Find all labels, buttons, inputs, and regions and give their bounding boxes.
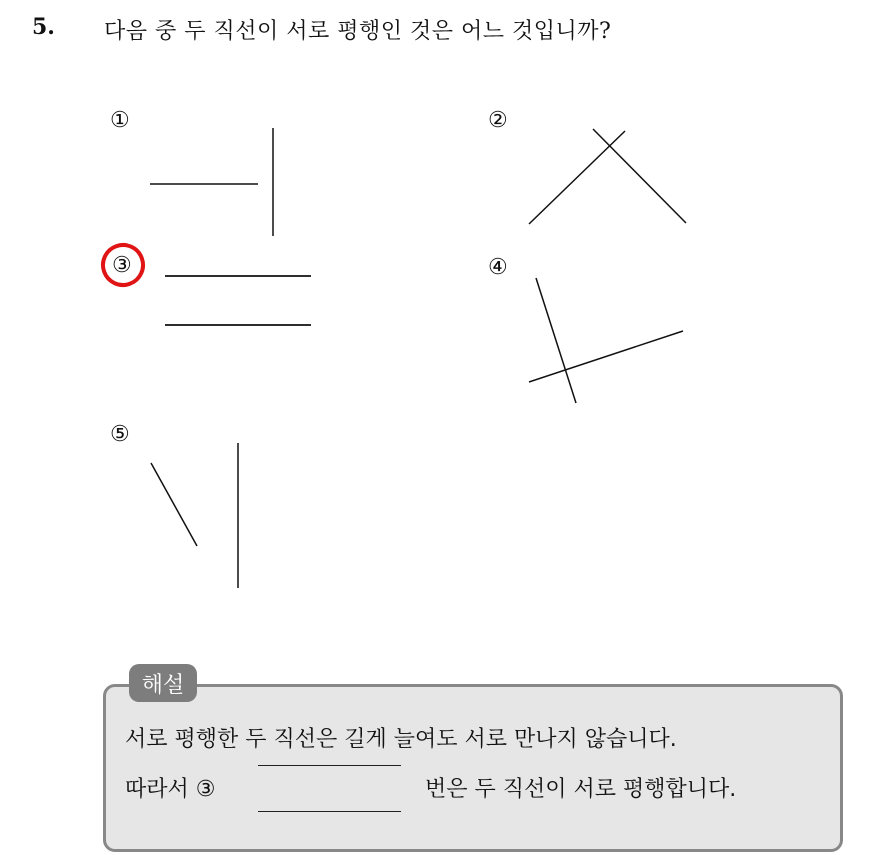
answer-blank-bottom-line: [258, 811, 401, 812]
explanation-line-2-prefix: 따라서 ③: [125, 777, 216, 802]
explanation-tag: 해설: [129, 664, 197, 702]
figure-2-line-b: [593, 129, 686, 223]
figure-5-non-parallel-lines: [151, 443, 238, 588]
choice-2-label[interactable]: ②: [488, 108, 508, 133]
figure-4-line-a: [536, 278, 576, 403]
question-number: 5.: [32, 14, 55, 40]
choice-5-label[interactable]: ⑤: [110, 422, 130, 447]
choice-3-label[interactable]: ③: [112, 253, 132, 278]
explanation-line-1: 서로 평행한 두 직선은 길게 늘여도 서로 만나지 않습니다.: [125, 727, 677, 752]
figure-2-line-a: [529, 131, 625, 224]
explanation-line-2-suffix: 번은 두 직선이 서로 평행합니다.: [425, 777, 737, 802]
figure-5-line-a: [151, 463, 197, 546]
figure-1-perpendicular-lines: [150, 128, 273, 236]
figure-2-intersecting-lines: [529, 129, 686, 224]
figure-4-line-b: [529, 331, 683, 382]
figure-4-intersecting-lines: [529, 278, 683, 403]
answer-blank-top-line: [258, 765, 401, 766]
explanation-box: [103, 684, 843, 852]
choice-1-label[interactable]: ①: [110, 108, 130, 133]
choice-4-label[interactable]: ④: [488, 255, 508, 280]
question-text: 다음 중 두 직선이 서로 평행인 것은 어느 것입니까?: [104, 19, 612, 44]
figure-3-parallel-lines: [165, 276, 311, 325]
